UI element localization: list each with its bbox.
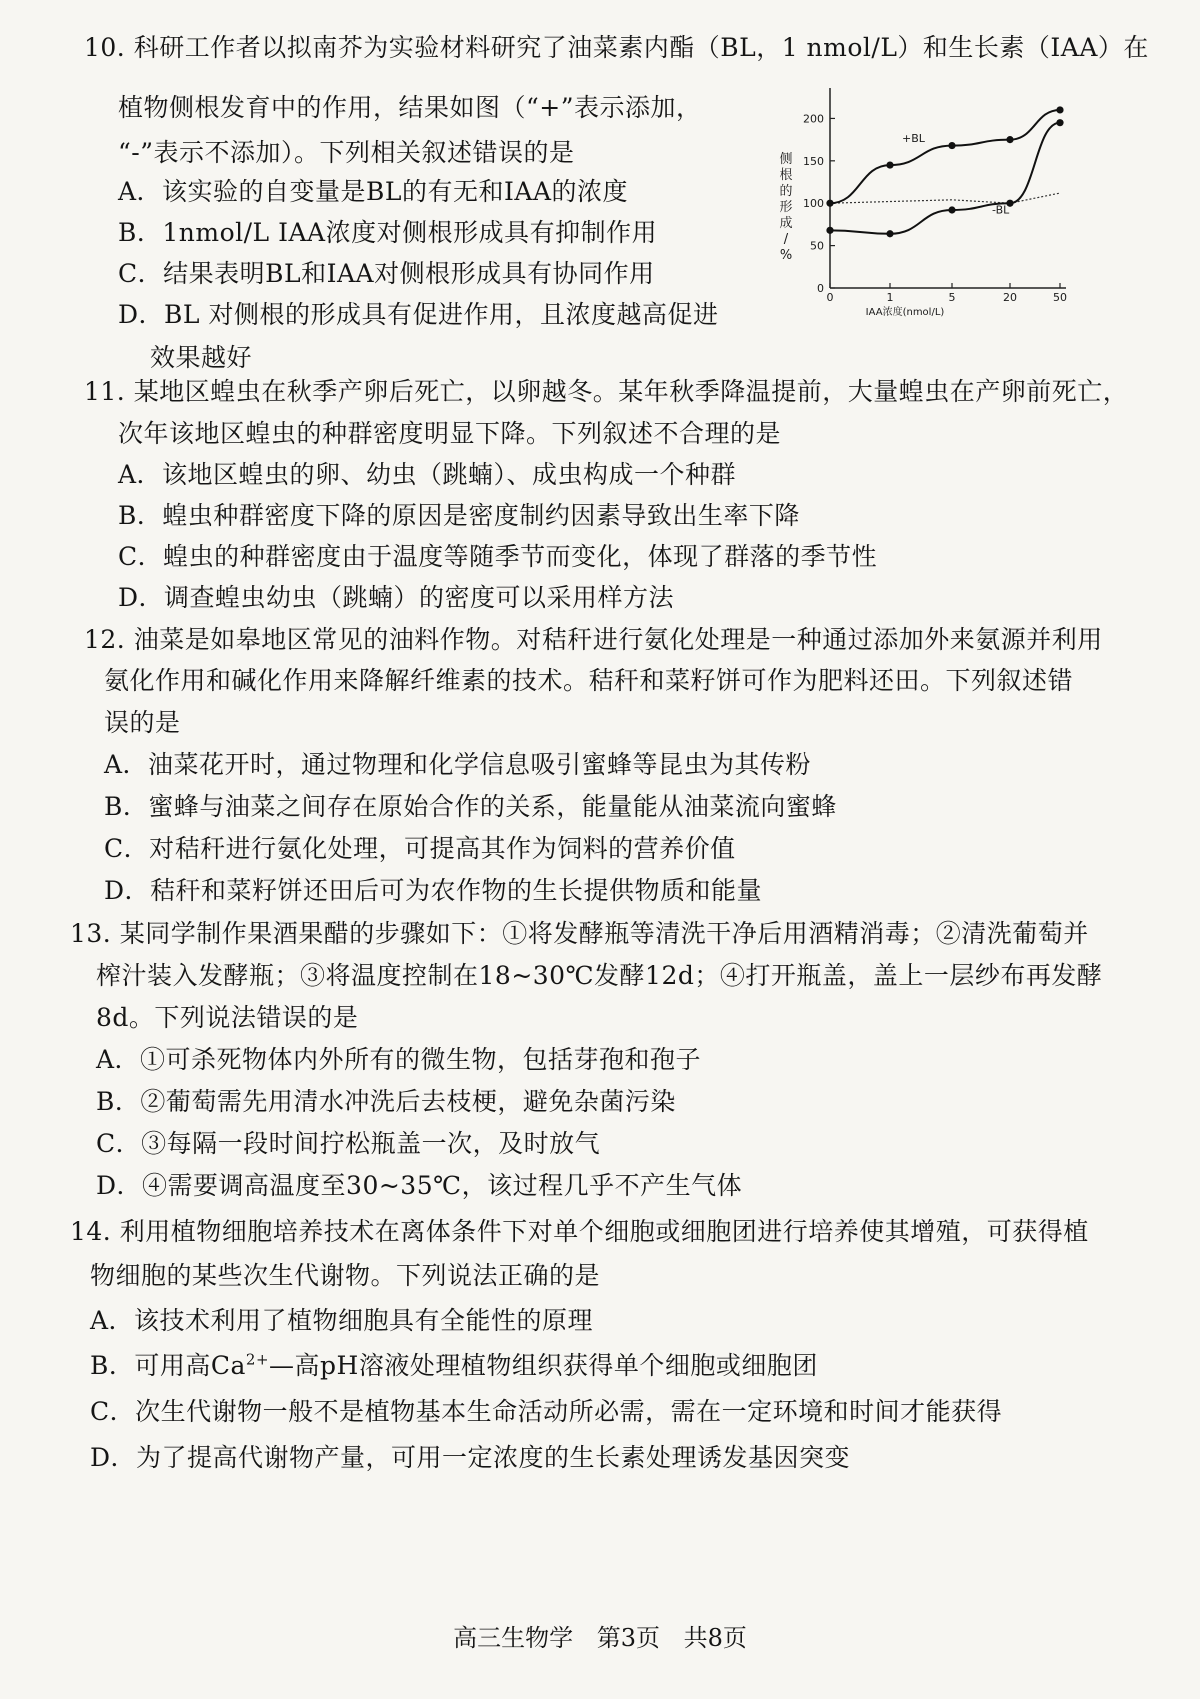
series-point bbox=[1056, 119, 1063, 126]
x-axis-label: IAA浓度(nmol/L) bbox=[865, 307, 945, 318]
q13-stem-line-1: 13. 某同学制作果酒果醋的步骤如下：①将发酵瓶等清洗干净后用酒精消毒；②清洗葡萄并 bbox=[70, 919, 1089, 948]
page-footer bbox=[0, 1618, 1200, 1653]
q12-stem-line-3: 误的是 bbox=[104, 708, 181, 737]
q12-stem-line-2: 氨化作用和碱化作用来降解纤维素的技术。秸秆和菜籽饼可作为肥料还田。下列叙述错 bbox=[104, 666, 1074, 695]
q14-stem-line-2: 物细胞的某些次生代谢物。下列说法正确的是 bbox=[90, 1261, 601, 1290]
q12-option-b: B．蜜蜂与油菜之间存在原始合作的关系，能量能从油菜流向蜜蜂 bbox=[104, 792, 837, 821]
series-point bbox=[826, 200, 833, 207]
series-point bbox=[1006, 136, 1013, 143]
q14-option-d: D．为了提高代谢物产量，可用一定浓度的生长素处理诱发基因突变 bbox=[90, 1443, 851, 1472]
x-tick-label: 20 bbox=[1003, 291, 1017, 304]
chart-labels bbox=[779, 112, 1067, 318]
q10-option-c: C．结果表明BL和IAA对侧根形成具有协同作用 bbox=[118, 259, 655, 288]
series-point bbox=[948, 142, 955, 149]
q11-option-c: C．蝗虫的种群密度由于温度等随季节而变化，体现了群落的季节性 bbox=[118, 542, 878, 571]
q12-option-d: D．秸秆和菜籽饼还田后可为农作物的生长提供物质和能量 bbox=[104, 876, 763, 905]
q11-option-a: A．该地区蝗虫的卵、幼虫（跳蝻）、成虫构成一个种群 bbox=[118, 460, 737, 489]
q11-option-b: B．蝗虫种群密度下降的原因是密度制约因素导致出生率下降 bbox=[118, 501, 800, 530]
q10-option-b: B．1nmol/L IAA浓度对侧根形成具有抑制作用 bbox=[118, 218, 658, 247]
series-label-minus-bl: -BL bbox=[992, 203, 1010, 217]
q11-stem-line-2: 次年该地区蝗虫的种群密度明显下降。下列叙述不合理的是 bbox=[118, 419, 782, 448]
footer-total: 共8页 bbox=[683, 1624, 747, 1652]
q12-option-c: C．对秸秆进行氨化处理，可提高其作为饲料的营养价值 bbox=[104, 834, 736, 863]
q14-option-a: A．该技术利用了植物细胞具有全能性的原理 bbox=[90, 1306, 594, 1335]
y-tick-label: 200 bbox=[803, 112, 824, 126]
x-tick-label: 0 bbox=[826, 291, 834, 304]
series-label-plus-bl: +BL bbox=[902, 132, 925, 146]
q10-option-a: A．该实验的自变量是BL的有无和IAA的浓度 bbox=[118, 177, 629, 206]
q12-stem-line-1: 12. 油菜是如皋地区常见的油料作物。对秸秆进行氨化处理是一种通过添加外来氨源并利用 bbox=[84, 625, 1103, 654]
chart-axes bbox=[830, 88, 1066, 288]
q10-stem-line-3: “-”表示不添加）。下列相关叙述错误的是 bbox=[118, 138, 575, 167]
q12-option-a: A．油菜花开时，通过物理和化学信息吸引蜜蜂等昆虫为其传粉 bbox=[104, 750, 812, 779]
q13-option-a: A．①可杀死物体内外所有的微生物，包括芽孢和孢子 bbox=[96, 1045, 702, 1074]
y-tick-label: 0 bbox=[817, 282, 824, 295]
x-tick-label: 5 bbox=[948, 291, 956, 304]
q13-option-c: C．③每隔一段时间拧松瓶盖一次，及时放气 bbox=[96, 1129, 601, 1158]
chart-lines bbox=[826, 106, 1063, 237]
series-point bbox=[886, 161, 893, 168]
series-point bbox=[886, 230, 893, 237]
y-axis-label: 侧根的形成/ % bbox=[779, 152, 793, 263]
q14-option-c: C．次生代谢物一般不是植物基本生命活动所必需，需在一定环境和时间才能获得 bbox=[90, 1397, 1003, 1426]
y-tick-label: 100 bbox=[803, 197, 824, 211]
q11-option-d: D．调查蝗虫幼虫（跳蝻）的密度可以采用样方法 bbox=[118, 583, 675, 612]
q14-stem-line-1: 14. 利用植物细胞培养技术在离体条件下对单个细胞或细胞团进行培养使其增殖，可获得植 bbox=[70, 1217, 1089, 1246]
q11-stem-line-1: 11. 某地区蝗虫在秋季产卵后死亡，以卵越冬。某年秋季降温提前，大量蝗虫在产卵前死亡， bbox=[84, 377, 1129, 406]
series-point bbox=[826, 227, 833, 234]
q13-option-d: D．④需要调高温度至30~35℃，该过程几乎不产生气体 bbox=[96, 1171, 743, 1200]
footer-page: 第3页 bbox=[596, 1624, 660, 1652]
q13-stem-line-3: 8d。下列说法错误的是 bbox=[96, 1003, 359, 1032]
q10-stem-line-2: 植物侧根发育中的作用，结果如图（“+”表示添加， bbox=[118, 93, 702, 122]
footer-subject: 高三生物学 bbox=[453, 1624, 574, 1652]
q13-stem-line-2: 榨汁装入发酵瓶；③将温度控制在18~30℃发酵12d；④打开瓶盖，盖上一层纱布再发酵 bbox=[96, 961, 1103, 990]
q10-option-d-cont: 效果越好 bbox=[150, 343, 253, 372]
q10-stem-line-1: 10. 科研工作者以拟南芥为实验材料研究了油菜素内酯（BL，1 nmol/L）和生长素（IAA）在 bbox=[84, 33, 1149, 62]
q14-option-b: B．可用高$Ca^{2+}—$高pH溶液处理植物组织获得单个细胞或细胞团 bbox=[90, 1350, 818, 1380]
series-point bbox=[948, 206, 955, 213]
q10-chart bbox=[770, 88, 1070, 338]
x-tick-label: 1 bbox=[886, 291, 894, 304]
q10-option-d: D．BL 对侧根的形成具有促进作用，且浓度越高促进 bbox=[118, 300, 719, 329]
x-tick-label: 50 bbox=[1053, 291, 1067, 304]
y-tick-label: 50 bbox=[810, 239, 824, 253]
reference-line bbox=[830, 193, 1060, 203]
q13-option-b: B．②葡萄需先用清水冲洗后去枝梗，避免杂菌污染 bbox=[96, 1087, 676, 1116]
y-tick-label: 150 bbox=[803, 154, 824, 168]
series-point bbox=[1056, 106, 1063, 113]
